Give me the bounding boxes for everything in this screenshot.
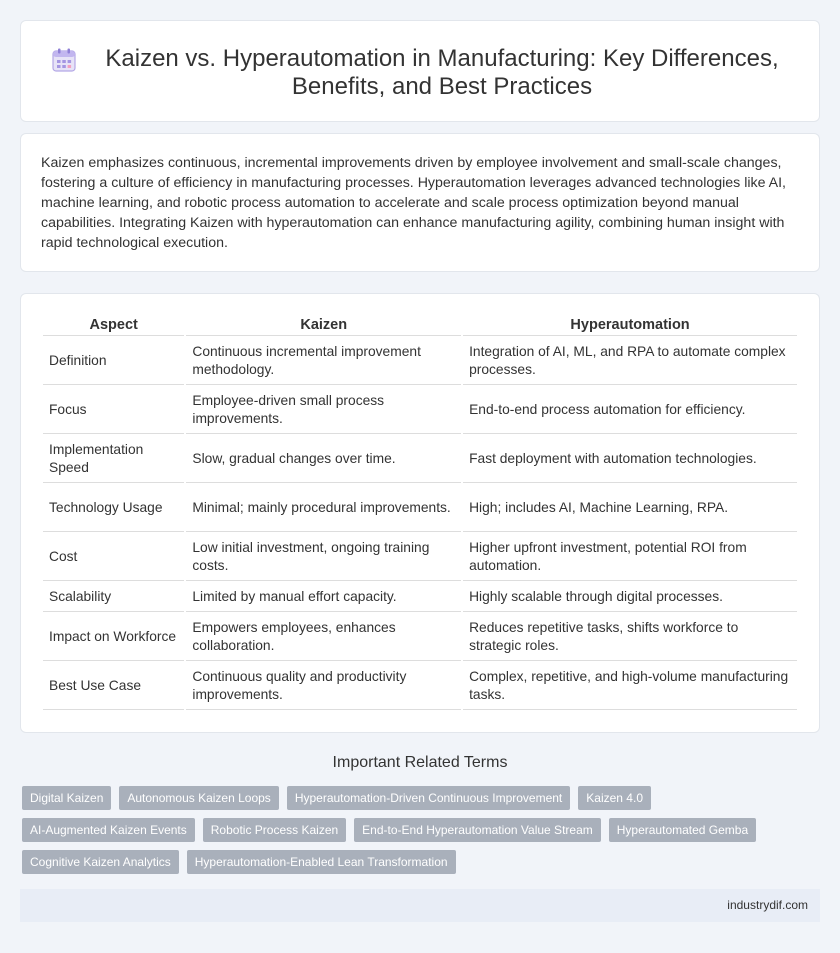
tag-row <box>22 786 822 810</box>
kaizen-cell: Continuous quality and productivity improvements. <box>186 661 461 710</box>
tag-ai-augmented-kaizen-events[interactable]: AI-Augmented Kaizen Events <box>22 818 195 842</box>
aspect-cell: Technology Usage <box>43 483 184 532</box>
intro-paragraph: Kaizen emphasizes continuous, incremental improvements driven by employee involvement and small-scale changes, fostering a culture of efficiency in manufacturing processes. Hyperautomation leverages advanced technologies like AI, machine learning, and robotic process automation to accelerate and scale process optimization beyond manual capabilities. Integrating Kaizen with hyperautomation can enhance manufacturing agility, combining human insight with rapid technological execution. <box>41 155 787 251</box>
tag-hyperautomation-driven-continuous-improvement[interactable]: Hyperautomation-Driven Continuous Improvement <box>287 786 570 810</box>
table-row <box>43 532 797 581</box>
kaizen-cell: Empowers employees, enhances collaboration. <box>186 612 461 661</box>
header-kaizen: Kaizen <box>186 314 461 336</box>
tag-end-to-end-hyperautomation-value-stream[interactable]: End-to-End Hyperautomation Value Stream <box>354 818 601 842</box>
table-row <box>43 661 797 710</box>
calendar-icon <box>51 47 77 73</box>
table-row <box>43 581 797 612</box>
footer <box>20 889 820 922</box>
tag-row <box>22 850 822 874</box>
footer-site[interactable]: industrydif.com <box>727 898 808 912</box>
aspect-cell: Cost <box>43 532 184 581</box>
table-row <box>43 434 797 483</box>
tag-digital-kaizen[interactable]: Digital Kaizen <box>22 786 111 810</box>
kaizen-cell: Employee-driven small process improvements. <box>186 385 461 434</box>
hyperautomation-cell: Integration of AI, ML, and RPA to automate complex processes. <box>463 336 797 385</box>
table-row <box>43 385 797 434</box>
aspect-cell: Implementation Speed <box>43 434 184 483</box>
hyperautomation-cell: Highly scalable through digital processes. <box>463 581 797 612</box>
title-card <box>20 20 820 122</box>
aspect-cell: Scalability <box>43 581 184 612</box>
table-row <box>43 483 797 532</box>
related-terms-list <box>22 786 822 882</box>
hyperautomation-cell: End-to-end process automation for efficiency. <box>463 385 797 434</box>
kaizen-cell: Continuous incremental improvement methodology. <box>186 336 461 385</box>
comparison-table <box>41 314 799 710</box>
kaizen-cell: Minimal; mainly procedural improvements. <box>186 483 461 532</box>
hyperautomation-cell: Higher upfront investment, potential ROI from automation. <box>463 532 797 581</box>
tag-autonomous-kaizen-loops[interactable]: Autonomous Kaizen Loops <box>119 786 278 810</box>
tag-hyperautomation-enabled-lean-transformation[interactable]: Hyperautomation-Enabled Lean Transformation <box>187 850 456 874</box>
aspect-cell: Focus <box>43 385 184 434</box>
tag-row <box>22 818 822 842</box>
kaizen-cell: Limited by manual effort capacity. <box>186 581 461 612</box>
aspect-cell: Definition <box>43 336 184 385</box>
hyperautomation-cell: High; includes AI, Machine Learning, RPA. <box>463 483 797 532</box>
hyperautomation-cell: Fast deployment with automation technologies. <box>463 434 797 483</box>
hyperautomation-cell: Complex, repetitive, and high-volume manufacturing tasks. <box>463 661 797 710</box>
aspect-cell: Impact on Workforce <box>43 612 184 661</box>
tag-robotic-process-kaizen[interactable]: Robotic Process Kaizen <box>203 818 346 842</box>
tag-cognitive-kaizen-analytics[interactable]: Cognitive Kaizen Analytics <box>22 850 179 874</box>
related-terms-heading: Important Related Terms <box>332 754 508 771</box>
table-header-row <box>43 314 797 336</box>
tag-hyperautomated-gemba[interactable]: Hyperautomated Gemba <box>609 818 756 842</box>
kaizen-cell: Slow, gradual changes over time. <box>186 434 461 483</box>
table-row <box>43 336 797 385</box>
intro-card <box>20 133 820 272</box>
page-title: Kaizen vs. Hyperautomation in Manufacturing: Key Differences, Benefits, and Best Practices <box>105 45 779 100</box>
hyperautomation-cell: Reduces repetitive tasks, shifts workforce to strategic roles. <box>463 612 797 661</box>
table-row <box>43 612 797 661</box>
header-hyperautomation: Hyperautomation <box>463 314 797 336</box>
comparison-card <box>20 293 820 733</box>
aspect-cell: Best Use Case <box>43 661 184 710</box>
tag-kaizen-4-0[interactable]: Kaizen 4.0 <box>578 786 651 810</box>
kaizen-cell: Low initial investment, ongoing training costs. <box>186 532 461 581</box>
header-aspect: Aspect <box>43 314 184 336</box>
